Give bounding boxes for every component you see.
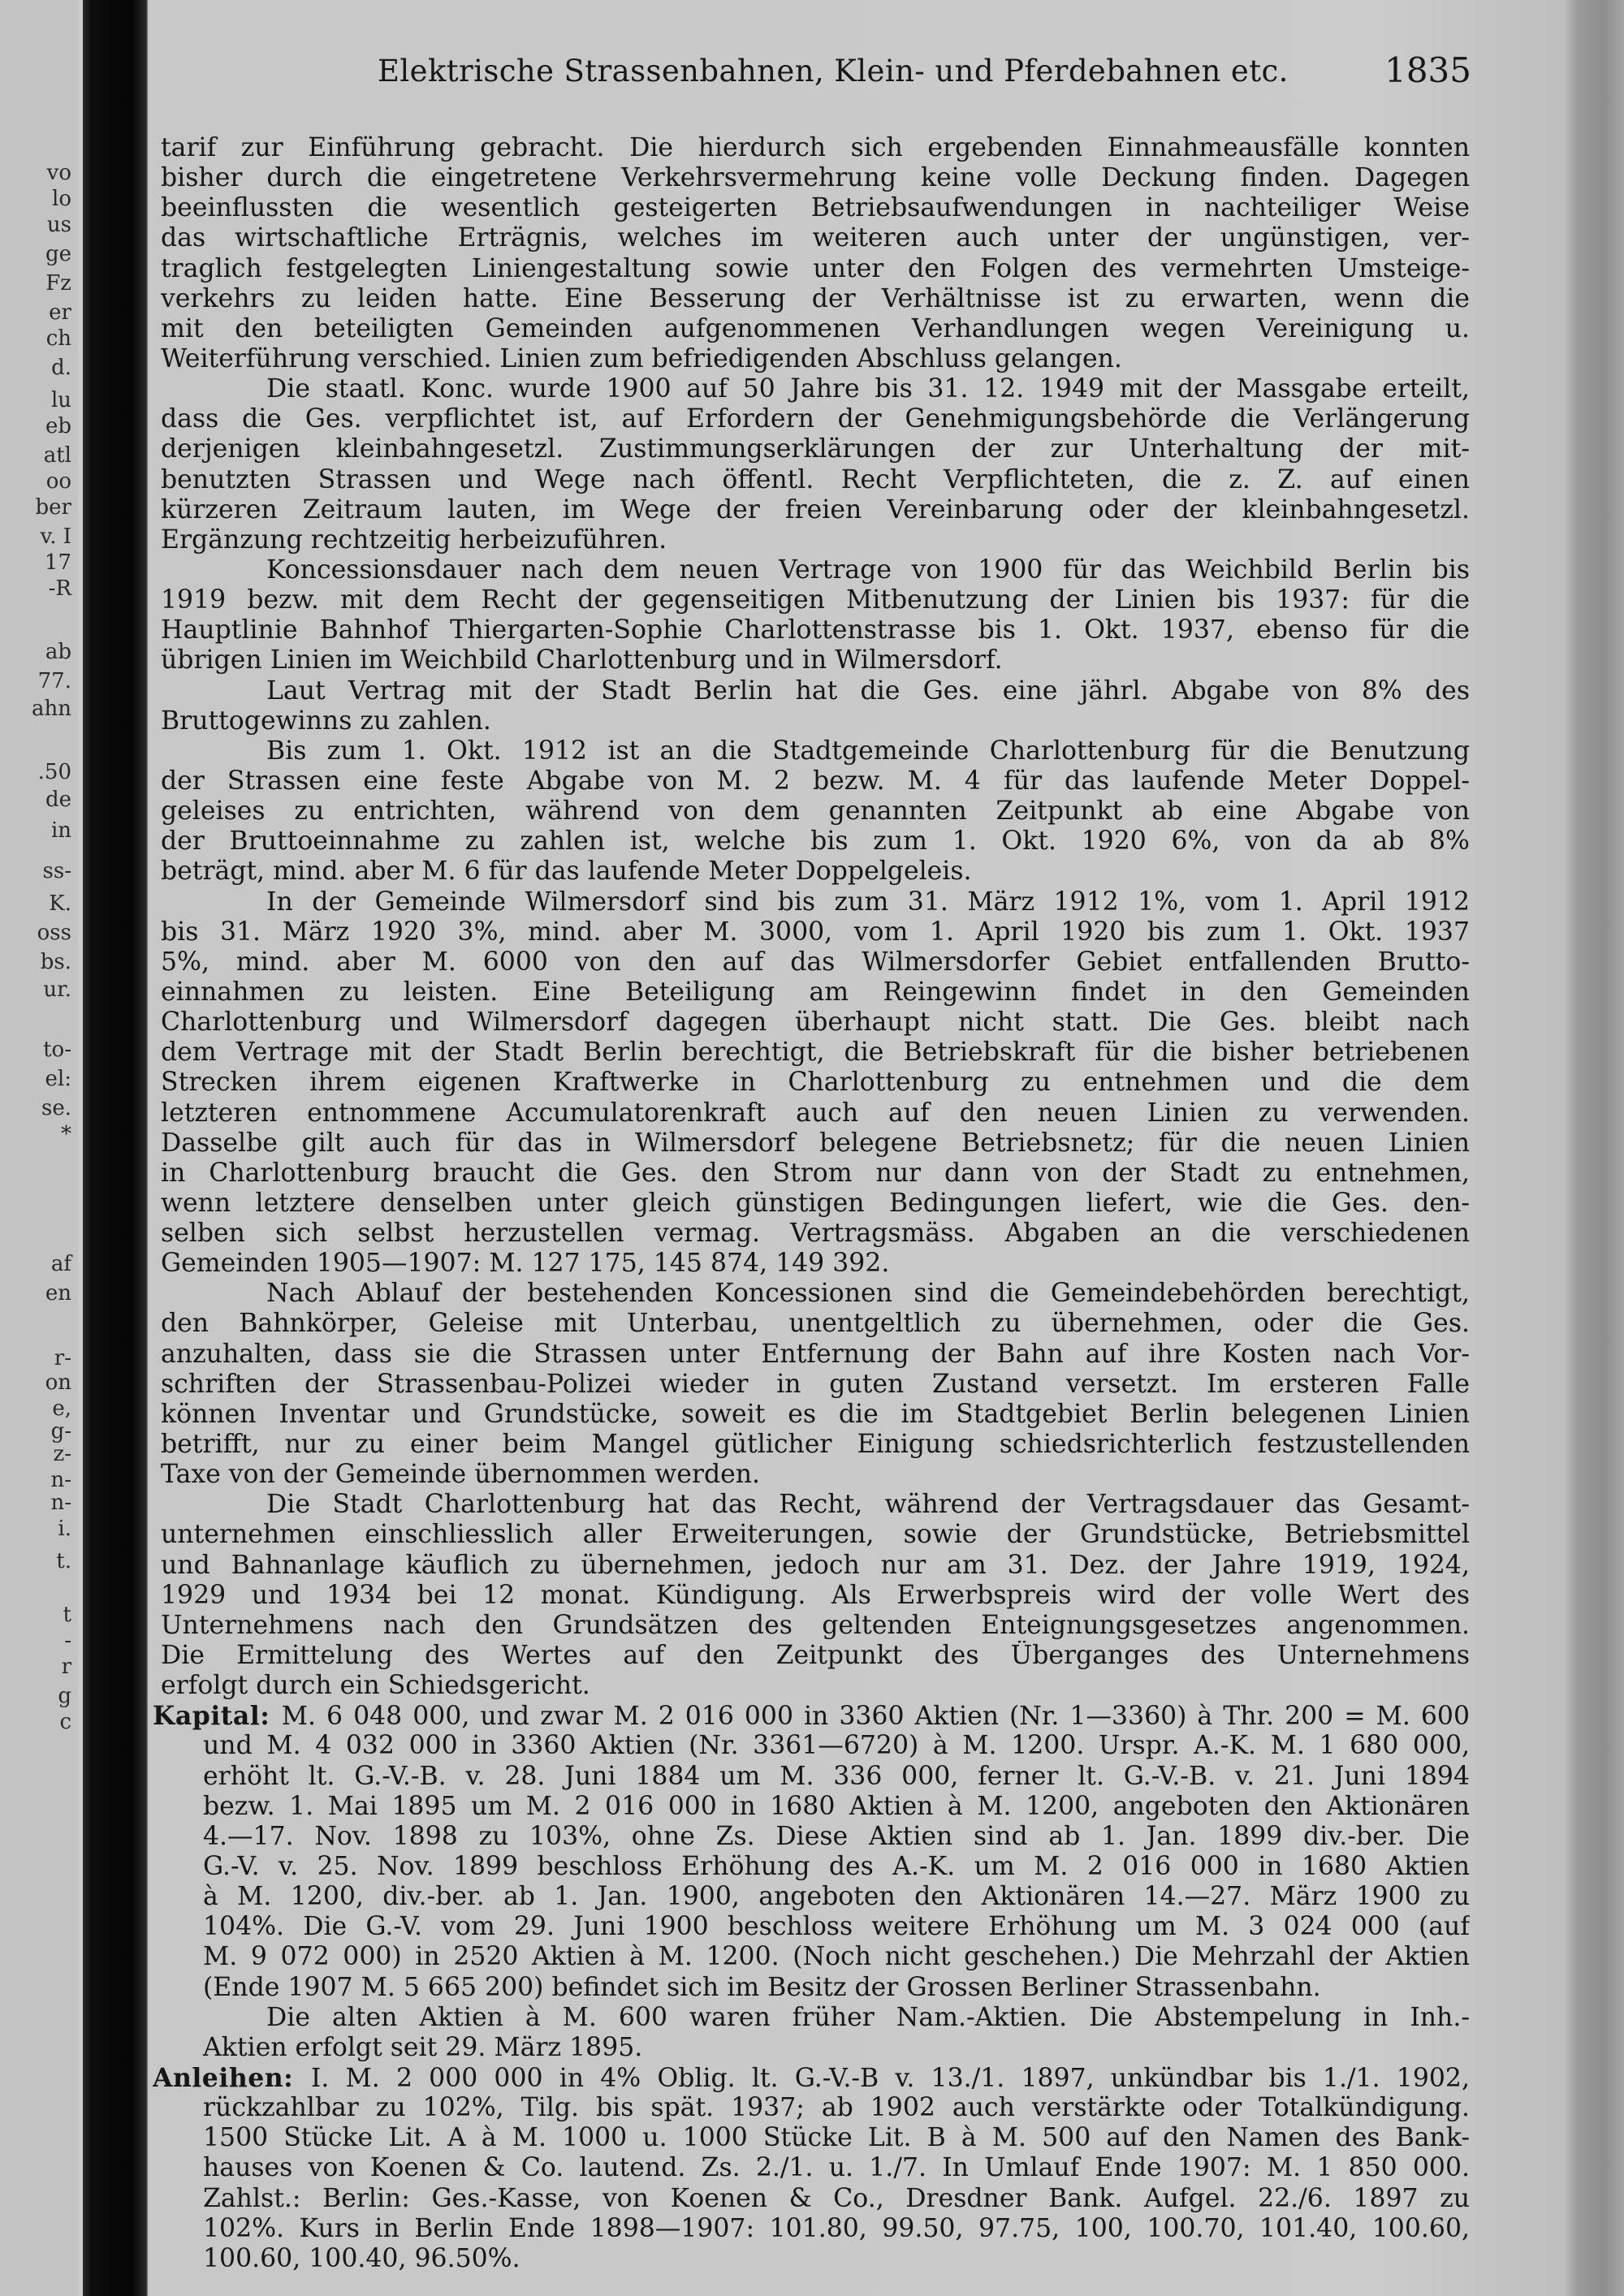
adjacent-page-fragment: lo: [52, 187, 71, 211]
line-text: 100.60, 100.40, 96.50%.: [203, 2243, 520, 2273]
line-text: (Ende 1907 M. 5 665 200) befindet sich im Besitz der Grossen Berliner Strassenbahn.: [203, 1972, 1321, 2002]
adjacent-page-fragment: af: [50, 1252, 71, 1276]
text-line: [161, 163, 1470, 193]
adjacent-page-fragment: ss-: [42, 859, 71, 883]
adjacent-page-fragment: K.: [49, 891, 71, 916]
text-line: [161, 1671, 1470, 1701]
line-text: bis 31. März 1920 3%, mind. aber M. 3000, vom 1. April 1920 bis zum 1. Okt. 1937: [161, 917, 1470, 947]
line-text: Laut Vertrag mit der Stadt Berlin hat die Ges. eine jährl. Abgabe von 8% des: [266, 675, 1470, 706]
line-text: dass die Ges. verpflichtet ist, auf Erfordern der Genehmigungsbehörde die Verlängerung: [161, 404, 1470, 434]
line-text: 1929 und 1934 bei 12 monat. Kündigung. Als Erwerbspreis wird der volle Wert des: [161, 1580, 1470, 1610]
text-line: [161, 1882, 1470, 1912]
line-text: In der Gemeinde Wilmersdorf sind bis zum 31. März 1912 1%, vom 1. April 1912: [266, 887, 1470, 917]
text-line: [161, 1370, 1470, 1400]
adjacent-page-fragment: on: [45, 1370, 71, 1395]
line-text: Die alten Aktien à M. 600 waren früher Nam.-Aktien. Die Abstempelung in Inh.-: [266, 2002, 1470, 2032]
text-line: [161, 1400, 1470, 1430]
adjacent-page-fragment: c: [59, 1710, 71, 1734]
line-text: geleises zu entrichten, während von dem genannten Zeitpunkt ab eine Abgabe von: [161, 796, 1470, 826]
text-line: [161, 1762, 1470, 1792]
line-text: G.-V. v. 25. Nov. 1899 beschloss Erhöhung des A.-K. um M. 2 016 000 in 1680 Aktien: [203, 1852, 1470, 1882]
text-line: [161, 2003, 1470, 2033]
text-line: [161, 1340, 1470, 1370]
line-text: den Bahnkörper, Geleise mit Unterbau, unentgeltlich zu übernehmen, oder die Ges.: [161, 1309, 1470, 1339]
text-line: [161, 887, 1470, 917]
text-line: [161, 1430, 1470, 1460]
line-text: betrifft, nur zu einer beim Mangel gütlicher Einigung schiedsrichterlich festzustellenden: [161, 1430, 1470, 1460]
text-line: [161, 314, 1470, 344]
line-text: rückzahlbar zu 102%, Tilg. bis spät. 1937; ab 1902 auch verstärkte oder Totalkündigung.: [203, 2093, 1470, 2123]
adjacent-page-fragment: lu: [50, 388, 71, 412]
text-line: [161, 1098, 1470, 1129]
text-line: [161, 1551, 1470, 1581]
page-number: 1835: [1384, 50, 1471, 90]
line-text: erhöht lt. G.-V.-B. v. 28. Juni 1884 um M. 336 000, ferner lt. G.-V.-B. v. 21. Juni 1894: [203, 1761, 1470, 1791]
text-line: [161, 978, 1470, 1008]
adjacent-page-fragment: se.: [41, 1096, 71, 1120]
adjacent-page-fragment: -: [64, 1629, 71, 1653]
text-line: [161, 2033, 1470, 2063]
adjacent-page-fragment: oss: [37, 921, 71, 945]
adjacent-page-fragment: ch: [45, 326, 71, 351]
line-text: bisher durch die eingetretene Verkehrsvermehrung keine volle Deckung finden. Dagegen: [161, 163, 1470, 193]
line-text: Die Ermittelung des Wertes auf den Zeitpunkt des Überganges des Unternehmens: [161, 1641, 1470, 1671]
text-line: [161, 1581, 1470, 1611]
text-line: [153, 2063, 1470, 2093]
text-line: [161, 1068, 1470, 1098]
line-text: Nach Ablauf der bestehenden Koncessionen sind die Gemeindebehörden berechtigt,: [266, 1279, 1470, 1309]
line-text: 4.—17. Nov. 1898 zu 103%, ohne Zs. Diese Aktien sind ab 1. Jan. 1899 div.-ber. Die: [203, 1821, 1470, 1851]
adjacent-page-fragment: .50: [37, 760, 71, 784]
text-line: [161, 615, 1470, 645]
line-text: Bruttogewinns zu zahlen.: [161, 706, 491, 736]
line-text: tarif zur Einführung gebracht. Die hierdurch sich ergebenden Einnahmeausfälle konnten: [161, 133, 1470, 162]
adjacent-page-edge: [0, 0, 78, 2296]
adjacent-page-fragment: -R: [48, 576, 71, 601]
adjacent-page-fragment: g-: [50, 1419, 71, 1444]
text-line: [161, 223, 1470, 253]
text-line: [161, 1822, 1470, 1852]
text-line: [161, 857, 1470, 887]
adjacent-page-fragment: r: [61, 1655, 71, 1679]
adjacent-page-fragment: v. I: [40, 524, 71, 549]
text-line: [161, 193, 1470, 223]
line-text: Koncessionsdauer nach dem neuen Vertrage von 1900 für das Weichbild Berlin bis: [266, 555, 1470, 585]
line-text: das wirtschaftliche Erträgnis, welches im weiteren auch unter der ungünstigen, ver-: [161, 223, 1470, 253]
text-line: [161, 374, 1470, 404]
text-line: [161, 2153, 1470, 2183]
text-line: [161, 1159, 1470, 1189]
text-line: [161, 1852, 1470, 1882]
line-text: Die staatl. Konc. wurde 1900 auf 50 Jahre bis 31. 12. 1949 mit der Massgabe erteilt,: [266, 374, 1470, 404]
line-text: dem Vertrage mit der Stadt Berlin berechtigt, die Betriebskraft für die bisher betriebenen: [161, 1038, 1470, 1068]
adjacent-page-fragment: n-: [50, 1468, 71, 1492]
text-line: [161, 826, 1470, 857]
text-line: [161, 1942, 1470, 1972]
adjacent-page-fragment: g: [58, 1684, 71, 1708]
adjacent-page-fragment: in: [50, 818, 71, 843]
text-line: [161, 1641, 1470, 1671]
section-label: Kapital:: [153, 1701, 282, 1732]
line-text: verkehrs zu leiden hatte. Eine Besserung der Verhältnisse ist zu erwarten, wenn die: [161, 283, 1470, 313]
line-text: einnahmen zu leisten. Eine Beteiligung am Reingewinn findet in den Gemeinden: [161, 977, 1470, 1007]
section-label: Anleihen:: [153, 2063, 311, 2093]
text-line: [161, 1038, 1470, 1068]
text-line: [153, 1701, 1470, 1731]
line-text: Charlottenburg und Wilmersdorf dagegen überhaupt nicht statt. Die Ges. bleibt nach: [161, 1008, 1470, 1038]
body-text: [153, 133, 1470, 2274]
line-text: Dasselbe gilt auch für das in Wilmersdorf belegene Betriebsnetz; für die neuen Linien: [161, 1128, 1470, 1158]
adjacent-page-fragment: d.: [51, 356, 71, 380]
text-line: [161, 796, 1470, 826]
text-line: [161, 1008, 1470, 1038]
text-line: [161, 404, 1470, 434]
line-text: I. M. 2 000 000 in 4% Oblig. lt. G.-V.-B v. 13./1. 1897, unkündbar bis 1./1. 1902,: [310, 2064, 1470, 2093]
text-line: [161, 525, 1470, 555]
line-text: beträgt, mind. aber M. 6 für das laufende Meter Doppelgeleis.: [161, 857, 972, 887]
line-text: M. 9 072 000) in 2520 Aktien à M. 1200. (Noch nicht geschehen.) Die Mehrzahl der Aktien: [203, 1942, 1470, 1972]
line-text: bezw. 1. Mai 1895 um M. 2 016 000 in 1680 Aktien à M. 1200, angeboten den Aktionären: [203, 1791, 1470, 1821]
adjacent-page-fragment: ahn: [32, 697, 71, 721]
line-text: in Charlottenburg braucht die Ges. den Strom nur dann von der Stadt zu entnehmen,: [161, 1158, 1470, 1188]
line-text: erfolgt durch ein Schiedsgericht.: [161, 1671, 590, 1701]
adjacent-page-fragment: i.: [58, 1517, 71, 1541]
adjacent-page-fragment: ab: [45, 640, 71, 664]
line-text: und Bahnanlage käuflich zu übernehmen, jedoch nur am 31. Dez. der Jahre 1919, 1924,: [161, 1550, 1470, 1580]
text-line: [161, 2244, 1470, 2274]
text-line: [161, 2123, 1470, 2153]
line-text: benutzten Strassen und Wege nach öffentl. Recht Verpflichteten, die z. Z. auf einen: [161, 464, 1470, 494]
line-text: übrigen Linien im Weichbild Charlottenburg und in Wilmersdorf.: [161, 645, 1003, 675]
adjacent-page-fragment: n-: [50, 1491, 71, 1515]
text-line: [161, 465, 1470, 495]
adjacent-page-fragment: atl: [43, 443, 71, 468]
text-line: [161, 1973, 1470, 2003]
text-line: [161, 947, 1470, 978]
line-text: Aktien erfolgt seit 29. März 1895.: [203, 2032, 643, 2062]
text-line: [161, 676, 1470, 706]
line-text: Strecken ihrem eigenen Kraftwerke in Charlottenburg zu entnehmen und die dem: [161, 1068, 1470, 1098]
text-line: [161, 766, 1470, 796]
binding-gutter: [83, 0, 148, 2296]
running-head-title: Elektrische Strassenbahnen, Klein- und Pferdebahnen etc.: [378, 54, 1289, 88]
text-line: [161, 1460, 1470, 1490]
line-text: selben sich selbst herzustellen vermag. Vertragsmäss. Abgaben an die verschiedenen: [161, 1219, 1470, 1249]
line-text: 5%, mind. aber M. 6000 von den auf das Wilmersdorfer Gebiet entfallenden Brutto-: [161, 947, 1470, 977]
text-line: [161, 1249, 1470, 1279]
adjacent-page-fragment: er: [49, 300, 71, 325]
line-text: Weiterführung verschied. Linien zum befriedigenden Abschluss gelangen.: [161, 343, 1122, 373]
adjacent-page-fragment: t.: [56, 1549, 71, 1573]
text-line: [161, 284, 1470, 314]
adjacent-page-fragment: *: [61, 1122, 71, 1146]
text-line: [161, 1279, 1470, 1309]
line-text: Bis zum 1. Okt. 1912 ist an die Stadtgemeinde Charlottenburg für die Benutzung: [266, 736, 1470, 766]
text-line: [161, 495, 1470, 525]
text-line: [161, 645, 1470, 675]
text-line: [161, 1611, 1470, 1641]
line-text: unternehmen einschliesslich aller Erweiterungen, sowie der Grundstücke, Betriebsmittel: [161, 1520, 1470, 1550]
text-line: [161, 1309, 1470, 1339]
text-line: [161, 2184, 1470, 2214]
text-line: [161, 2093, 1470, 2123]
text-line: [161, 1189, 1470, 1219]
line-text: können Inventar und Grundstücke, soweit es die im Stadtgebiet Berlin belegenen Linien: [161, 1399, 1470, 1429]
adjacent-page-fragment: r-: [54, 1346, 71, 1370]
adjacent-page-fragment: 17: [44, 550, 71, 575]
line-text: schriften der Strassenbau-Polizei wieder in guten Zustand versetzt. Im ersteren Falle: [161, 1369, 1470, 1399]
text-line: [161, 555, 1470, 585]
line-text: traglich festgelegten Liniengestaltung sowie unter den Folgen des vermehrten Umsteige-: [161, 253, 1470, 283]
adjacent-page-fragment: us: [46, 213, 71, 237]
text-line: [161, 917, 1470, 947]
adjacent-page-fragment: ber: [35, 495, 71, 520]
adjacent-page-fragment: de: [45, 788, 71, 812]
line-text: Die Stadt Charlottenburg hat das Recht, während der Vertragsdauer das Gesamt-: [266, 1490, 1470, 1520]
line-text: beeinflussten die wesentlich gesteigerten Betriebsaufwendungen in nachteiliger Weise: [161, 193, 1470, 223]
running-head: [203, 50, 1471, 94]
adjacent-page-fragment: to-: [43, 1038, 71, 1062]
line-text: wenn letztere denselben unter gleich günstigen Bedingungen liefert, wie die Ges. den-: [161, 1188, 1470, 1218]
line-text: Ergänzung rechtzeitig herbeizuführen.: [161, 524, 667, 555]
line-text: hauses von Koenen & Co. lautend. Zs. 2./1. u. 1./7. In Umlauf Ende 1907: M. 1 850 000.: [203, 2153, 1470, 2183]
line-text: anzuhalten, dass sie die Strassen unter Entfernung der Bahn auf ihre Kosten nach Vor-: [161, 1339, 1470, 1369]
line-text: Unternehmens nach den Grundsätzen des geltenden Enteignungsgesetzes angenommen.: [161, 1610, 1470, 1640]
adjacent-page-fragment: ur.: [43, 978, 71, 1002]
line-text: kürzeren Zeitraum lauten, im Wege der freien Vereinbarung oder der kleinbahngesetzl.: [161, 494, 1470, 524]
text-line: [161, 1520, 1470, 1550]
adjacent-page-fragment: t: [63, 1603, 71, 1627]
text-line: [161, 1490, 1470, 1520]
line-text: 104%. Die G.-V. vom 29. Juni 1900 beschloss weitere Erhöhung um M. 3 024 000 (auf: [203, 1912, 1470, 1942]
adjacent-page-fragment: oo: [45, 469, 71, 494]
adjacent-page-fragment: Fz: [45, 271, 71, 296]
adjacent-page-fragment: ge: [45, 242, 71, 266]
text-line: [161, 133, 1470, 163]
line-text: Taxe von der Gemeinde übernommen werden.: [161, 1460, 761, 1490]
line-text: der Bruttoeinnahme zu zahlen ist, welche bis zum 1. Okt. 1920 6%, von da ab 8%: [161, 826, 1470, 857]
text-line: [161, 736, 1470, 766]
line-text: Zahlst.: Berlin: Ges.-Kasse, von Koenen & Co., Dresdner Bank. Aufgel. 22./6. 1897 zu: [203, 2183, 1470, 2213]
adjacent-page-fragment: bs.: [40, 950, 71, 974]
line-text: und M. 4 032 000 in 3360 Aktien (Nr. 3361—6720) à M. 1200. Urspr. A.-K. M. 1 680 000,: [203, 1731, 1470, 1761]
adjacent-page-fragment: el:: [45, 1067, 71, 1091]
adjacent-page-fragment: e,: [52, 1396, 71, 1421]
text-line: [161, 1219, 1470, 1249]
text-line: [161, 585, 1470, 615]
text-line: [161, 1129, 1470, 1159]
text-line: [161, 344, 1470, 374]
text-line: [161, 434, 1470, 464]
line-text: M. 6 048 000, und zwar M. 2 016 000 in 3360 Aktien (Nr. 1—3360) à Thr. 200 = M. 600: [281, 1702, 1470, 1732]
line-text: mit den beteiligten Gemeinden aufgenommenen Verhandlungen wegen Vereinigung u.: [161, 313, 1470, 343]
line-text: Hauptlinie Bahnhof Thiergarten-Sophie Charlottenstrasse bis 1. Okt. 1937, ebenso für die: [161, 615, 1470, 645]
line-text: der Strassen eine feste Abgabe von M. 2 bezw. M. 4 für das laufende Meter Doppel-: [161, 766, 1470, 796]
line-text: 102%. Kurs in Berlin Ende 1898—1907: 101.80, 99.50, 97.75, 100, 100.70, 101.40, 100.60,: [203, 2213, 1470, 2243]
page-edge-shadow: [1564, 0, 1624, 2296]
adjacent-page-fragment: en: [45, 1281, 71, 1306]
line-text: Gemeinden 1905—1907: M. 127 175, 145 874, 149 392.: [161, 1249, 890, 1279]
adjacent-page-fragment: z-: [53, 1442, 71, 1466]
adjacent-page-fragment: eb: [45, 414, 71, 438]
adjacent-page-fragment: vo: [46, 161, 71, 185]
text-line: [161, 1912, 1470, 1942]
line-text: letzteren entnommene Accumulatorenkraft auch auf den neuen Linien zu verwenden.: [161, 1098, 1470, 1128]
line-text: à M. 1200, div.-ber. ab 1. Jan. 1900, angeboten den Aktionären 14.—27. März 1900 zu: [203, 1882, 1470, 1912]
text-line: [161, 2214, 1470, 2244]
text-line: [161, 254, 1470, 284]
text-line: [161, 706, 1470, 736]
line-text: 1919 bezw. mit dem Recht der gegenseitigen Mitbenutzung der Linien bis 1937: für die: [161, 585, 1470, 615]
text-line: [161, 1792, 1470, 1822]
line-text: derjenigen kleinbahngesetzl. Zustimmungserklärungen der zur Unterhaltung der mit-: [161, 434, 1470, 464]
text-line: [161, 1731, 1470, 1761]
adjacent-page-fragment: 77.: [37, 669, 71, 693]
line-text: 1500 Stücke Lit. A à M. 1000 u. 1000 Stücke Lit. B à M. 500 auf den Namen des Bank-: [203, 2123, 1470, 2153]
